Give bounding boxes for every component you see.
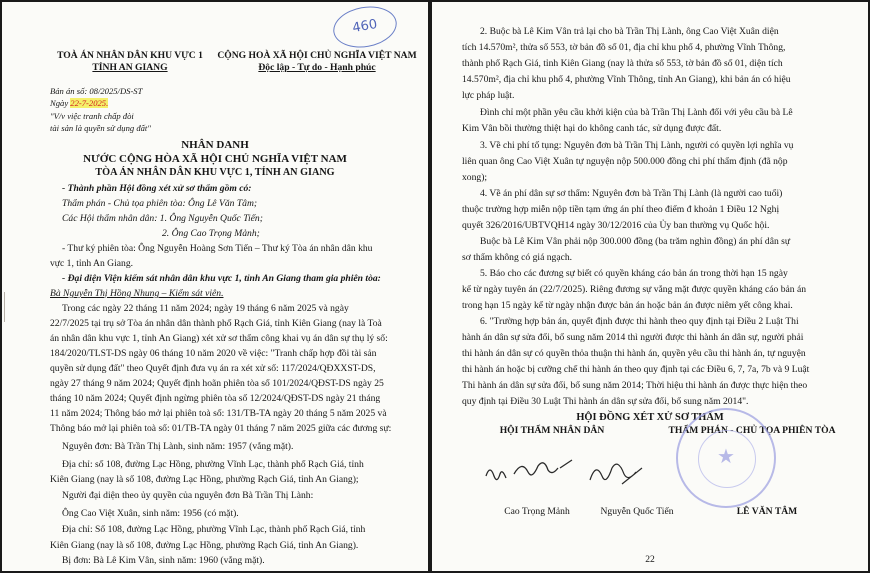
body-line: trong hạn 15 ngày kể từ ngày nhận được bản án hoặc bản án được niêm yết công khai.: [462, 300, 793, 311]
body-line: thành phố Rạch Giá, tỉnh Kiên Giang (nay là thửa số 553, tờ bản đồ số 01, diện tích: [462, 58, 783, 69]
body-line: án nhân dân khu vực 1, tỉnh An Giang) xét xử sơ thẩm công khai vụ án dân sự thụ lý số:: [50, 333, 388, 344]
body-line: tích 14.570m², thửa số 553, tờ bản đồ số 01, địa chỉ khu phố 4, phường Vĩnh Thông,: [462, 42, 786, 53]
body-line: ngày 27 tháng 9 năm 2024; Quyết định hoãn phiên tòa số 101/2024/QĐST-DS ngày 25: [50, 378, 384, 389]
signature-cao-trong-manh: [480, 452, 590, 492]
court-seal: ★: [676, 408, 776, 508]
signer-name-1: Cao Trọng Mảnh: [504, 506, 570, 517]
presiding-judge-column-title: THẨM PHÁN - CHỦ TỌA PHIÊN TÒA: [668, 425, 836, 436]
heading-court: TÒA ÁN NHÂN DÂN KHU VỰC 1, TỈNH AN GIANG: [95, 167, 335, 178]
body-line: Thông báo mở lại phiên toà số: 01/TB-TA ngày 01 tháng 7 năm 2025 giữa các đương sự:: [50, 423, 392, 434]
body-line: 11 năm 2024; Thông báo mở lại phiên toà số: 131/TB-TA ngày 20 tháng 5 năm 2025 và: [50, 408, 387, 419]
body-line: sơ thẩm không có giá ngạch.: [462, 252, 573, 263]
body-line: 184/2020/TLST-DS ngày 06 tháng 10 năm 2020 về việc: "Tranh chấp hợp đồi tài sản: [50, 348, 377, 359]
signer-name-2: Nguyễn Quốc Tiến: [600, 506, 674, 517]
page-edge-mark: [4, 292, 11, 322]
heading-republic: NƯỚC CỘNG HÒA XÃ HỘI CHỦ NGHĨA VIỆT NAM: [83, 153, 347, 165]
body-line: - Đại diện Viện kiểm sát nhân dân khu vực 1, tỉnh An Giang tham gia phiên tòa:: [62, 273, 381, 284]
body-line: thi hành án dân sự có quyền thỏa thuận thi hành án, quyền yêu cầu thi hành án, tự nguyện: [462, 348, 806, 359]
body-line: Thi hành án dân sự sửa đổi, bổ sung năm 2014; Thời hiệu thi hành án được thực hiện theo: [462, 380, 808, 391]
body-line: 2. Buộc bà Lê Kim Vân trả lại cho bà Trần Thị Lành, ông Cao Việt Xuân diện: [480, 26, 779, 37]
body-line: hành án dân sự sửa đổi, bổ sung năm 2014 thì người được thi hành án dân sự, người phải: [462, 332, 804, 343]
body-line: Bị đơn: Bà Lê Kim Vân, sinh năm: 1960 (vắng mặt).: [62, 555, 265, 566]
date-prefix: Ngày: [50, 98, 71, 108]
body-line: 4. Về án phí dân sự sơ thẩm: Nguyên đơn bà Trần Thị Lành (là người cao tuổi): [480, 188, 783, 199]
signer-name-3: LÊ VĂN TÂM: [736, 506, 798, 517]
body-line: 22/7/2025 tại trụ sở Tòa án nhân dân thành phố Rạch Giá, tỉnh Kiên Giang (nay là Toà: [50, 318, 382, 329]
body-line: Ông Cao Việt Xuân, sinh năm: 1956 (có mặt).: [62, 508, 239, 519]
subject-line-2: tài sản là quyền sử dụng đất": [50, 123, 151, 133]
body-line: xong);: [462, 172, 488, 183]
case-number: Bản án số: 08/2025/DS-ST: [50, 86, 143, 96]
court-name: TOÀ ÁN NHÂN DÂN KHU VỰC 1: [57, 50, 203, 61]
body-line: Trong các ngày 22 tháng 11 năm 2024; ngày 19 tháng 6 năm 2025 và ngày: [62, 303, 349, 314]
motto: Độc lập - Tự do - Hạnh phúc: [258, 62, 376, 73]
subject-line-1: "V/v việc tranh chấp đòi: [50, 111, 134, 121]
lay-judge-column-title: HỘI THẨM NHÂN DÂN: [499, 425, 605, 436]
right-document-page: [432, 2, 868, 571]
body-line: quyền sử dụng đất" theo Quyết định đưa vụ án ra xét xử số: 117/2024/QĐXXST-DS,: [50, 363, 376, 374]
body-line: thuộc trường hợp miễn nộp tiền tạm ứng án phí theo điểm đ khoản 1 Điều 12 Nghị: [462, 204, 780, 215]
body-line: 6. "Trường hợp bản án, quyết định được thi hành theo quy định tại Điều 2 Luật Thi: [480, 316, 799, 327]
body-line: Các Hội thẩm nhân dân: 1. Ông Nguyễn Quốc Tiến;: [62, 213, 263, 224]
body-line: Kiên Giang (nay là số 108, đường Lạc Hồng, phường Rạch Giá, tỉnh An Giang).: [50, 540, 359, 551]
body-line: 2. Ông Cao Trọng Mảnh;: [162, 228, 260, 239]
signature-nguyen-quoc-tien: [582, 454, 672, 494]
body-line: 5. Báo cho các đương sự biết có quyền kháng cáo bản án trong thời hạn 15 ngày: [480, 268, 788, 279]
left-document-page: [2, 2, 428, 571]
body-line: tháng 10 năm 2024; Quyết định ngừng phiên tòa số 12/2024/QĐST-DS ngày 21 tháng: [50, 393, 381, 404]
body-line: Địa chỉ: số 108, đường Lạc Hồng, phường Vĩnh Lạc, thành phố Rạch Giá, tỉnh: [62, 459, 364, 470]
body-line: - Thư ký phiên tòa: Ông Nguyễn Hoàng Sơn Tiến – Thư ký Tòa án nhân dân khu: [62, 243, 373, 254]
date-value: 22-7-2025.: [70, 98, 109, 108]
body-line: Kim Vân bồi thường thiệt hại do không canh tác, sử dụng được đất.: [462, 123, 722, 134]
body-line: quy định tại Điều 30 Luật Thi hành án dân sự sửa đổi, bổ sung năm 2014".: [462, 396, 749, 407]
body-line: quyết 326/2016/UBTVQH14 ngày 30/12/2016 của Ủy ban thường vụ Quốc hội.: [462, 220, 770, 231]
body-line: Bà Nguyễn Thị Hồng Nhung – Kiểm sát viên.: [50, 288, 224, 299]
body-line: Buộc bà Lê Kim Vân phải nộp 300.000 đồng (ba trăm nghìn đồng) án phí dân sự: [480, 236, 791, 247]
republic-title: CỘNG HOÀ XÃ HỘI CHỦ NGHĨA VIỆT NAM: [217, 50, 417, 61]
body-line: kể từ ngày tuyên án (22/7/2025). Riêng đương sự vắng mặt được quyền kháng cáo bản án: [462, 284, 806, 295]
body-line: Nguyên đơn: Bà Trần Thị Lành, sinh năm: 1957 (vắng mặt).: [62, 441, 294, 452]
heading-in-the-name: NHÂN DANH: [181, 139, 249, 151]
stamp-number: 460: [351, 16, 379, 37]
body-line: 14.570m², địa chỉ khu phố 4, phường Vĩnh Thông, tỉnh An Giang), khi bản án có hiệu: [462, 74, 791, 85]
body-line: Đình chỉ một phần yêu cầu khởi kiện của bà Trần Thị Lành đối với yêu cầu bà Lê: [480, 107, 793, 118]
received-stamp: [330, 2, 400, 52]
council-title: HỘI ĐỒNG XÉT XỬ SƠ THẨM: [576, 412, 724, 423]
body-line: liên quan ông Cao Việt Xuân tự nguyện nộp 500.000 đồng chi phí thẩm định (đã nộp: [462, 156, 788, 167]
body-line: - Thành phần Hội đồng xét xử sơ thẩm gồm có:: [62, 183, 252, 194]
body-line: Thẩm phán - Chủ tọa phiên tòa: Ông Lê Văn Tâm;: [62, 198, 258, 209]
body-line: thi hành án hoặc bị cưỡng chế thi hành án theo quy định tại các Điều 6, 7, 7a, 7b và 9 Luật: [462, 364, 810, 375]
judgment-date: [50, 97, 108, 109]
body-line: lực pháp luật.: [462, 90, 515, 101]
body-line: Người đại diện theo ủy quyền của nguyên đơn Bà Trần Thị Lành:: [62, 490, 314, 501]
court-province: TỈNH AN GIANG: [92, 62, 168, 73]
body-line: 3. Về chi phí tố tụng: Nguyên đơn bà Trần Thị Lành, người có quyền lợi nghĩa vụ: [480, 140, 794, 151]
body-line: Kiên Giang (nay là số 108, đường Lạc Hồng, phường Rạch Giá, tỉnh An Giang);: [50, 474, 359, 485]
body-line: vực 1, tỉnh An Giang.: [50, 258, 134, 269]
body-line: Địa chỉ: Số 108, đường Lạc Hồng, phường Vĩnh Lạc, thành phố Rạch Giá, tỉnh: [62, 524, 366, 535]
page-number: 22: [645, 554, 655, 565]
